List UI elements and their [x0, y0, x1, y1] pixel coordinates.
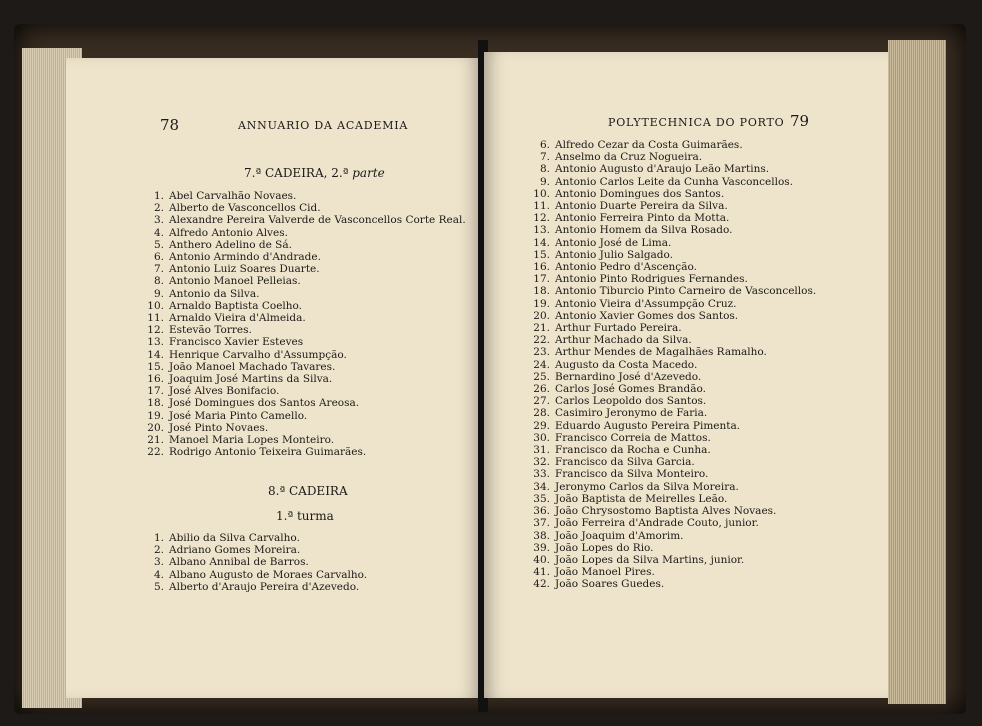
list-item [524, 273, 816, 285]
item-number: 14. [533, 236, 550, 249]
item-name: Adriano Gomes Moreira. [169, 544, 301, 557]
list-item [138, 544, 367, 556]
list-item [138, 336, 466, 348]
list-item [524, 420, 816, 432]
list-item [524, 456, 816, 468]
list-item [138, 569, 367, 581]
list-item [524, 578, 816, 590]
item-number: 36. [533, 505, 550, 518]
list-item [524, 542, 816, 554]
item-name: Antonio Ferreira Pinto da Motta. [555, 212, 730, 225]
item-number: 34. [533, 480, 550, 493]
item-number: 31. [533, 444, 550, 457]
list-item [524, 261, 816, 273]
item-name: Anselmo da Cruz Nogueira. [555, 151, 703, 164]
item-number: 14. [147, 348, 164, 361]
list-item [524, 285, 816, 297]
item-name: Antonio Augusto d'Araujo Leão Martins. [555, 163, 770, 176]
item-number: 18. [147, 397, 164, 410]
item-number: 35. [533, 492, 550, 505]
list-item [524, 151, 816, 163]
list-item [138, 324, 466, 336]
item-name: Antonio Domingues dos Santos. [555, 187, 725, 200]
item-number: 9. [153, 287, 164, 300]
list-item [138, 214, 466, 226]
list-item [524, 188, 816, 200]
student-list [138, 190, 466, 458]
item-name: Albano Annibal de Barros. [169, 556, 309, 569]
list-item [138, 556, 367, 568]
list-item [524, 493, 816, 505]
item-number: 20. [533, 309, 550, 322]
item-name: Antonio Manoel Pelleias. [169, 275, 301, 288]
item-number: 38. [533, 529, 550, 542]
list-item [524, 371, 816, 383]
list-item [138, 532, 367, 544]
item-number: 4. [153, 568, 164, 581]
list-item [524, 530, 816, 542]
item-number: 8. [539, 163, 550, 176]
item-name: João Lopes da Silva Martins, junior. [555, 553, 745, 566]
list-item [524, 444, 816, 456]
item-number: 2. [153, 202, 164, 215]
item-name: Arthur Mendes de Magalhães Ramalho. [555, 346, 767, 359]
list-item [524, 237, 816, 249]
item-name: Augusto da Costa Macedo. [555, 358, 698, 371]
list-item [524, 517, 816, 529]
item-name: Alberto de Vasconcellos Cid. [169, 202, 321, 215]
item-number: 22. [147, 446, 164, 459]
item-number: 12. [147, 324, 164, 337]
item-number: 6. [539, 139, 550, 151]
list-item [138, 373, 466, 385]
list-item [524, 566, 816, 578]
item-name: Arnaldo Vieira d'Almeida. [169, 312, 306, 325]
left-page [66, 58, 480, 698]
item-number: 33. [533, 468, 550, 481]
list-item [138, 581, 367, 593]
section-heading-main: 7.ª CADEIRA, 2.ª [244, 166, 349, 180]
item-name: Manoel Maria Lopes Monteiro. [169, 434, 335, 447]
section-heading [244, 166, 385, 180]
list-item [138, 422, 466, 434]
item-name: Antonio Vieira d'Assumpção Cruz. [555, 297, 737, 310]
item-number: 21. [147, 434, 164, 447]
item-number: 30. [533, 431, 550, 444]
item-name: Casimiro Jeronymo de Faria. [555, 407, 708, 420]
item-number: 15. [533, 248, 550, 261]
list-item [524, 200, 816, 212]
list-item [524, 224, 816, 236]
list-item [524, 505, 816, 517]
list-item [524, 359, 816, 371]
list-item [138, 446, 466, 458]
item-name: Carlos Leopoldo dos Santos. [555, 395, 707, 408]
item-name: Arnaldo Baptista Coelho. [169, 299, 303, 312]
list-item [524, 554, 816, 566]
item-name: José Pinto Novaes. [169, 421, 269, 434]
item-number: 5. [153, 580, 164, 593]
item-name: Carlos José Gomes Brandão. [555, 383, 707, 396]
item-name: Antonio Pedro d'Ascenção. [555, 261, 697, 274]
list-item [138, 397, 466, 409]
item-name: José Domingues dos Santos Areosa. [169, 397, 360, 410]
item-name: Francisco da Silva Garcia. [555, 456, 695, 469]
item-number: 8. [153, 275, 164, 288]
list-item [524, 310, 816, 322]
item-name: Alfredo Cezar da Costa Guimarães. [555, 139, 743, 151]
list-item [524, 212, 816, 224]
item-number: 20. [147, 421, 164, 434]
item-number: 27. [533, 395, 550, 408]
list-item [524, 322, 816, 334]
item-number: 6. [153, 251, 164, 264]
item-number: 25. [533, 370, 550, 383]
item-number: 19. [147, 409, 164, 422]
section-heading-italic: parte [352, 166, 385, 180]
item-number: 28. [533, 407, 550, 420]
list-item [138, 251, 466, 263]
item-number: 22. [533, 334, 550, 347]
list-item [138, 190, 466, 202]
list-item [524, 176, 816, 188]
item-name: João Manoel Pires. [555, 566, 655, 579]
list-item [138, 288, 466, 300]
list-item [524, 346, 816, 358]
item-number: 12. [533, 212, 550, 225]
item-number: 11. [147, 312, 164, 325]
item-name: Antonio Xavier Gomes dos Santos. [555, 309, 739, 322]
student-list [138, 532, 367, 593]
item-number: 9. [539, 175, 550, 188]
item-number: 37. [533, 517, 550, 530]
item-name: João Manoel Machado Tavares. [169, 360, 336, 373]
item-name: Rodrigo Antonio Teixeira Guimarães. [169, 446, 367, 459]
item-name: Antonio Carlos Leite da Cunha Vasconcellos. [555, 175, 794, 188]
item-name: Francisco Xavier Esteves [169, 336, 304, 349]
item-name: Antonio Armindo d'Andrade. [169, 251, 321, 264]
item-name: José Alves Bonifacio. [169, 385, 280, 398]
item-number: 24. [533, 358, 550, 371]
list-item [524, 139, 816, 151]
item-name: Arthur Furtado Pereira. [555, 322, 682, 335]
item-name: Joaquim José Martins da Silva. [169, 373, 333, 386]
list-item [524, 468, 816, 480]
list-item [524, 163, 816, 175]
item-name: Francisco da Silva Monteiro. [555, 468, 709, 481]
list-item [138, 349, 466, 361]
item-name: Alexandre Pereira Valverde de Vasconcellos Corte Real. [169, 214, 466, 227]
item-number: 13. [533, 224, 550, 237]
list-item [138, 227, 466, 239]
item-number: 41. [533, 566, 550, 579]
item-number: 19. [533, 297, 550, 310]
item-name: João Ferreira d'Andrade Couto, junior. [555, 517, 759, 530]
item-number: 26. [533, 383, 550, 396]
item-number: 29. [533, 419, 550, 432]
list-item [138, 410, 466, 422]
item-name: Antonio Luiz Soares Duarte. [169, 263, 320, 276]
item-name: Bernardino José d'Azevedo. [555, 370, 702, 383]
section-subheading: 1.ª turma [276, 509, 334, 523]
student-list [524, 139, 816, 591]
item-name: João Lopes do Rio. [555, 541, 654, 554]
item-number: 17. [147, 385, 164, 398]
item-number: 16. [147, 373, 164, 386]
item-number: 7. [153, 263, 164, 276]
item-name: Jeronymo Carlos da Silva Moreira. [555, 480, 739, 493]
item-number: 1. [153, 190, 164, 202]
item-number: 3. [153, 556, 164, 569]
list-item [524, 249, 816, 261]
running-head: POLYTECHNICA DO PORTO [608, 116, 785, 129]
item-number: 1. [153, 532, 164, 544]
item-number: 23. [533, 346, 550, 359]
item-name: Abilio da Silva Carvalho. [169, 532, 300, 544]
item-name: Francisco da Rocha e Cunha. [555, 444, 711, 457]
item-name: João Chrysostomo Baptista Alves Novaes. [555, 505, 777, 518]
item-number: 32. [533, 456, 550, 469]
item-name: João Joaquim d'Amorim. [555, 529, 684, 542]
item-name: Anthero Adelino de Sá. [169, 238, 292, 251]
list-item [524, 395, 816, 407]
item-name: Alberto d'Araujo Pereira d'Azevedo. [169, 580, 360, 593]
item-number: 17. [533, 273, 550, 286]
list-item [524, 407, 816, 419]
list-item [138, 361, 466, 373]
item-name: Estevão Torres. [169, 324, 252, 337]
item-name: Antonio da Silva. [169, 287, 260, 300]
list-item [138, 202, 466, 214]
item-name: Antonio Julio Salgado. [555, 248, 674, 261]
item-name: Antonio Duarte Pereira da Silva. [555, 200, 728, 213]
item-number: 3. [153, 214, 164, 227]
list-item [524, 334, 816, 346]
list-item [524, 481, 816, 493]
list-item [138, 312, 466, 324]
list-item [138, 275, 466, 287]
item-number: 40. [533, 553, 550, 566]
item-number: 16. [533, 261, 550, 274]
item-name: Antonio Homem da Silva Rosado. [555, 224, 733, 237]
item-number: 4. [153, 226, 164, 239]
item-name: Arthur Machado da Silva. [555, 334, 692, 347]
item-name: Henrique Carvalho d'Assumpção. [169, 348, 347, 361]
item-number: 11. [533, 200, 550, 213]
list-item [524, 432, 816, 444]
item-number: 13. [147, 336, 164, 349]
item-name: Antonio José de Lima. [555, 236, 672, 249]
item-name: Eduardo Augusto Pereira Pimenta. [555, 419, 741, 432]
item-number: 10. [147, 299, 164, 312]
right-page [484, 52, 888, 698]
item-number: 10. [533, 187, 550, 200]
page-number: 79 [790, 112, 810, 130]
item-name: João Baptista de Meirelles Leão. [555, 492, 728, 505]
item-number: 15. [147, 360, 164, 373]
item-name: Abel Carvalhão Novaes. [169, 190, 297, 202]
list-item [138, 239, 466, 251]
item-name: José Maria Pinto Camello. [169, 409, 308, 422]
item-number: 42. [533, 578, 550, 591]
list-item [138, 300, 466, 312]
right-page-edges [888, 40, 946, 704]
item-number: 39. [533, 541, 550, 554]
list-item [524, 298, 816, 310]
section-heading: 8.ª CADEIRA [268, 484, 348, 498]
item-number: 7. [539, 151, 550, 164]
item-number: 2. [153, 544, 164, 557]
item-name: Antonio Tiburcio Pinto Carneiro de Vasconcellos. [555, 285, 817, 298]
item-name: Alfredo Antonio Alves. [169, 226, 288, 239]
list-item [138, 385, 466, 397]
page-number: 78 [160, 116, 180, 134]
item-name: Francisco Correia de Mattos. [555, 431, 711, 444]
item-number: 21. [533, 322, 550, 335]
item-name: Antonio Pinto Rodrigues Fernandes. [555, 273, 748, 286]
item-name: Albano Augusto de Moraes Carvalho. [169, 568, 368, 581]
list-item [138, 263, 466, 275]
item-name: João Soares Guedes. [555, 578, 665, 591]
list-item [524, 383, 816, 395]
item-number: 5. [153, 238, 164, 251]
running-head: ANNUARIO DA ACADEMIA [238, 119, 409, 132]
item-number: 18. [533, 285, 550, 298]
list-item [138, 434, 466, 446]
